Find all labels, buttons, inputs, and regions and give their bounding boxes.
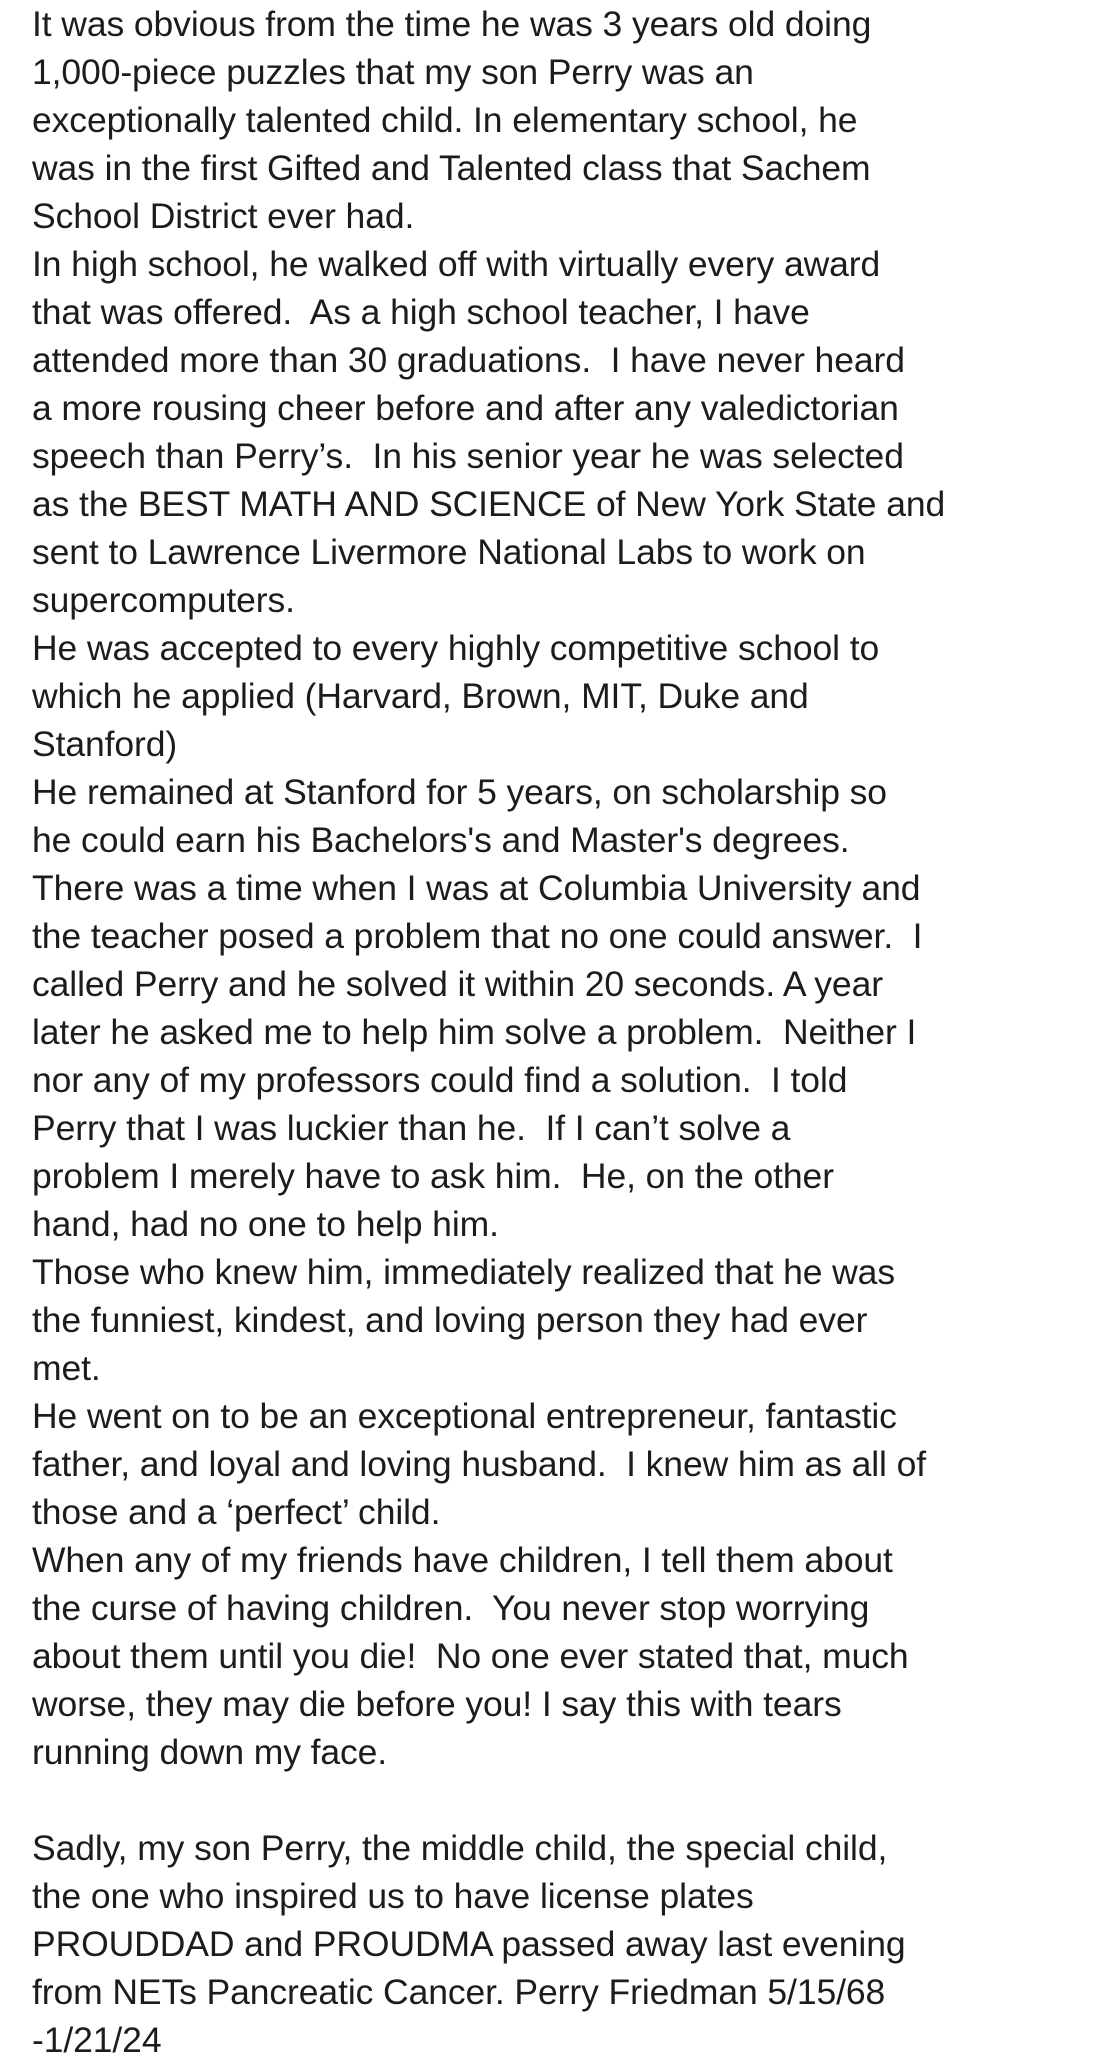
text-line: He remained at Stanford for 5 years, on scholarship so (32, 772, 887, 812)
text-line: sent to Lawrence Livermore National Labs to work on (32, 532, 866, 572)
text-line: father, and loyal and loving husband. I knew him as all of (32, 1444, 926, 1484)
text-line: When any of my friends have children, I tell them about (32, 1540, 893, 1580)
text-line: He was accepted to every highly competitive school to (32, 628, 880, 668)
text-line: as the BEST MATH AND SCIENCE of New York State and (32, 484, 946, 524)
text-line: the teacher posed a problem that no one could answer. I (32, 916, 923, 956)
text-line: problem I merely have to ask him. He, on the other (32, 1156, 834, 1196)
text-line: 1,000-piece puzzles that my son Perry was an (32, 52, 754, 92)
text-line: from NETs Pancreatic Cancer. Perry Friedman 5/15/68 (32, 1972, 886, 2012)
text-line: School District ever had. (32, 196, 415, 236)
text-line: -1/21/24 (32, 2020, 162, 2060)
paragraph-gap (32, 1776, 1095, 1824)
text-line: attended more than 30 graduations. I have never heard (32, 340, 905, 380)
text-line: that was offered. As a high school teacher, I have (32, 292, 810, 332)
text-line: the funniest, kindest, and loving person they had ever (32, 1300, 868, 1340)
text-line: In high school, he walked off with virtually every award (32, 244, 881, 284)
text-line: It was obvious from the time he was 3 years old doing (32, 4, 872, 44)
text-line: He went on to be an exceptional entrepreneur, fantastic (32, 1396, 897, 1436)
text-line: those and a ‘perfect’ child. (32, 1492, 441, 1532)
text-line: exceptionally talented child. In elementary school, he (32, 100, 858, 140)
text-line: Those who knew him, immediately realized that he was (32, 1252, 895, 1292)
text-line: worse, they may die before you! I say this with tears (32, 1684, 842, 1724)
text-line: Sadly, my son Perry, the middle child, the special child, (32, 1828, 888, 1868)
text-line: called Perry and he solved it within 20 seconds. A year (32, 964, 883, 1004)
text-line: was in the first Gifted and Talented class that Sachem (32, 148, 871, 188)
text-line: There was a time when I was at Columbia University and (32, 868, 921, 908)
text-line: the one who inspired us to have license plates (32, 1876, 754, 1916)
text-line: nor any of my professors could find a solution. I told (32, 1060, 848, 1100)
text-line: Perry that I was luckier than he. If I can’t solve a (32, 1108, 791, 1148)
text-line: Stanford) (32, 724, 178, 764)
text-line: hand, had no one to help him. (32, 1204, 499, 1244)
text-line: speech than Perry’s. In his senior year he was selected (32, 436, 904, 476)
text-line: he could earn his Bachelors's and Master's degrees. (32, 820, 850, 860)
text-line: a more rousing cheer before and after any valedictorian (32, 388, 899, 428)
text-line: supercomputers. (32, 580, 295, 620)
text-line: which he applied (Harvard, Brown, MIT, Duke and (32, 676, 809, 716)
text-line: PROUDDAD and PROUDMA passed away last evening (32, 1924, 906, 1964)
text-line: running down my face. (32, 1732, 388, 1772)
text-line: about them until you die! No one ever stated that, much (32, 1636, 909, 1676)
text-line: the curse of having children. You never stop worrying (32, 1588, 870, 1628)
text-line: met. (32, 1348, 101, 1388)
text-line: later he asked me to help him solve a problem. Neither I (32, 1012, 917, 1052)
